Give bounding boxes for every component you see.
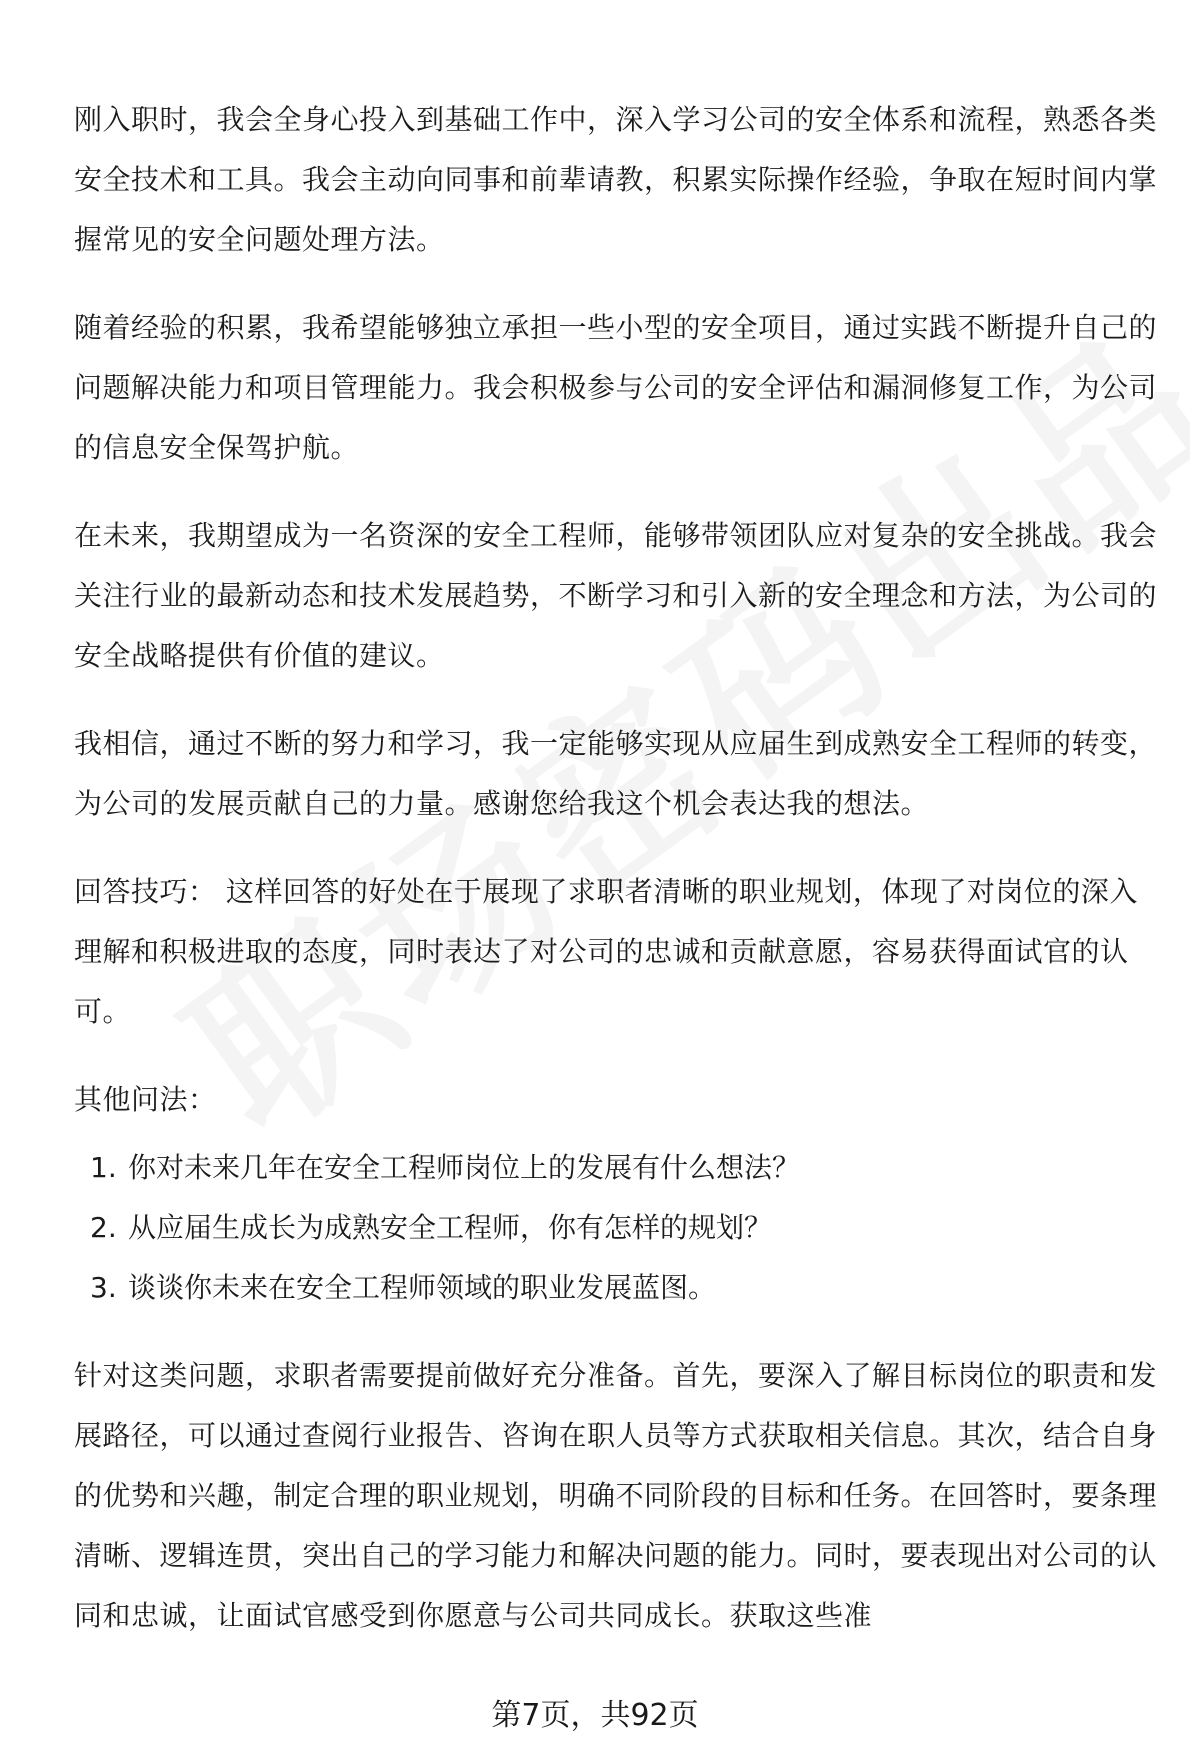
list-item-number: 2. [90,1211,117,1244]
paragraph-future: 在未来，我期望成为一名资深的安全工程师，能够带领团队应对复杂的安全挑战。我会关注行业的最新动态和技术发展趋势，不断学习和引入新的安全理念和方法，为公司的安全战略提供有价值的建议。 [74,519,1158,672]
paragraph-onboarding: 刚入职时，我会全身心投入到基础工作中，深入学习公司的安全体系和流程，熟悉各类安全技术和工具。我会主动向同事和前辈请教，积累实际操作经验，争取在短时间内掌握常见的安全问题处理方法。 [74,103,1158,256]
list-item-number: 3. [90,1271,117,1304]
paragraph-closing: 我相信，通过不断的努力和学习，我一定能够实现从应届生到成熟安全工程师的转变，为公司的发展贡献自己的力量。感谢您给我这个机会表达我的想法。 [74,727,1158,820]
list-item-text: 从应届生成长为成熟安全工程师，你有怎样的规划？ [128,1211,773,1244]
page-number-footer: 第7页，共92页 [491,1698,699,1733]
alternative-questions-list [74,1138,1164,1318]
list-item [74,1138,1164,1198]
list-item [74,1198,1164,1258]
list-item-number: 1. [90,1151,117,1184]
paragraph-preparation-advice: 针对这类问题，求职者需要提前做好充分准备。首先，要深入了解目标岗位的职责和发展路径，可以通过查阅行业报告、咨询在职人员等方式获取相关信息。其次，结合自身的优势和兴趣，制定合理的职业规划，明确不同阶段的目标和任务。在回答时，要条理清晰、逻辑连贯，突出自己的学习能力和解决问题的能力。同时，要表现出对公司的认同和忠诚，让面试官感受到你愿意与公司共同成长。获取这些准 [74,1359,1158,1632]
document-body [74,90,1164,1646]
paragraph-growth: 随着经验的积累，我希望能够独立承担一些小型的安全项目，通过实践不断提升自己的问题解决能力和项目管理能力。我会积极参与公司的安全评估和漏洞修复工作，为公司的信息安全保驾护航。 [74,311,1158,464]
list-item-text: 你对未来几年在安全工程师岗位上的发展有什么想法？ [128,1151,801,1184]
list-item [74,1258,1164,1318]
paragraph-answer-tips: 回答技巧： 这样回答的好处在于展现了求职者清晰的职业规划，体现了对岗位的深入理解和积极进取的态度，同时表达了对公司的忠诚和贡献意愿，容易获得面试官的认可。 [74,875,1138,1028]
list-item-text: 谈谈你未来在安全工程师领域的职业发展蓝图。 [128,1271,717,1304]
paragraph-other-questions-heading: 其他问法： [74,1083,217,1116]
